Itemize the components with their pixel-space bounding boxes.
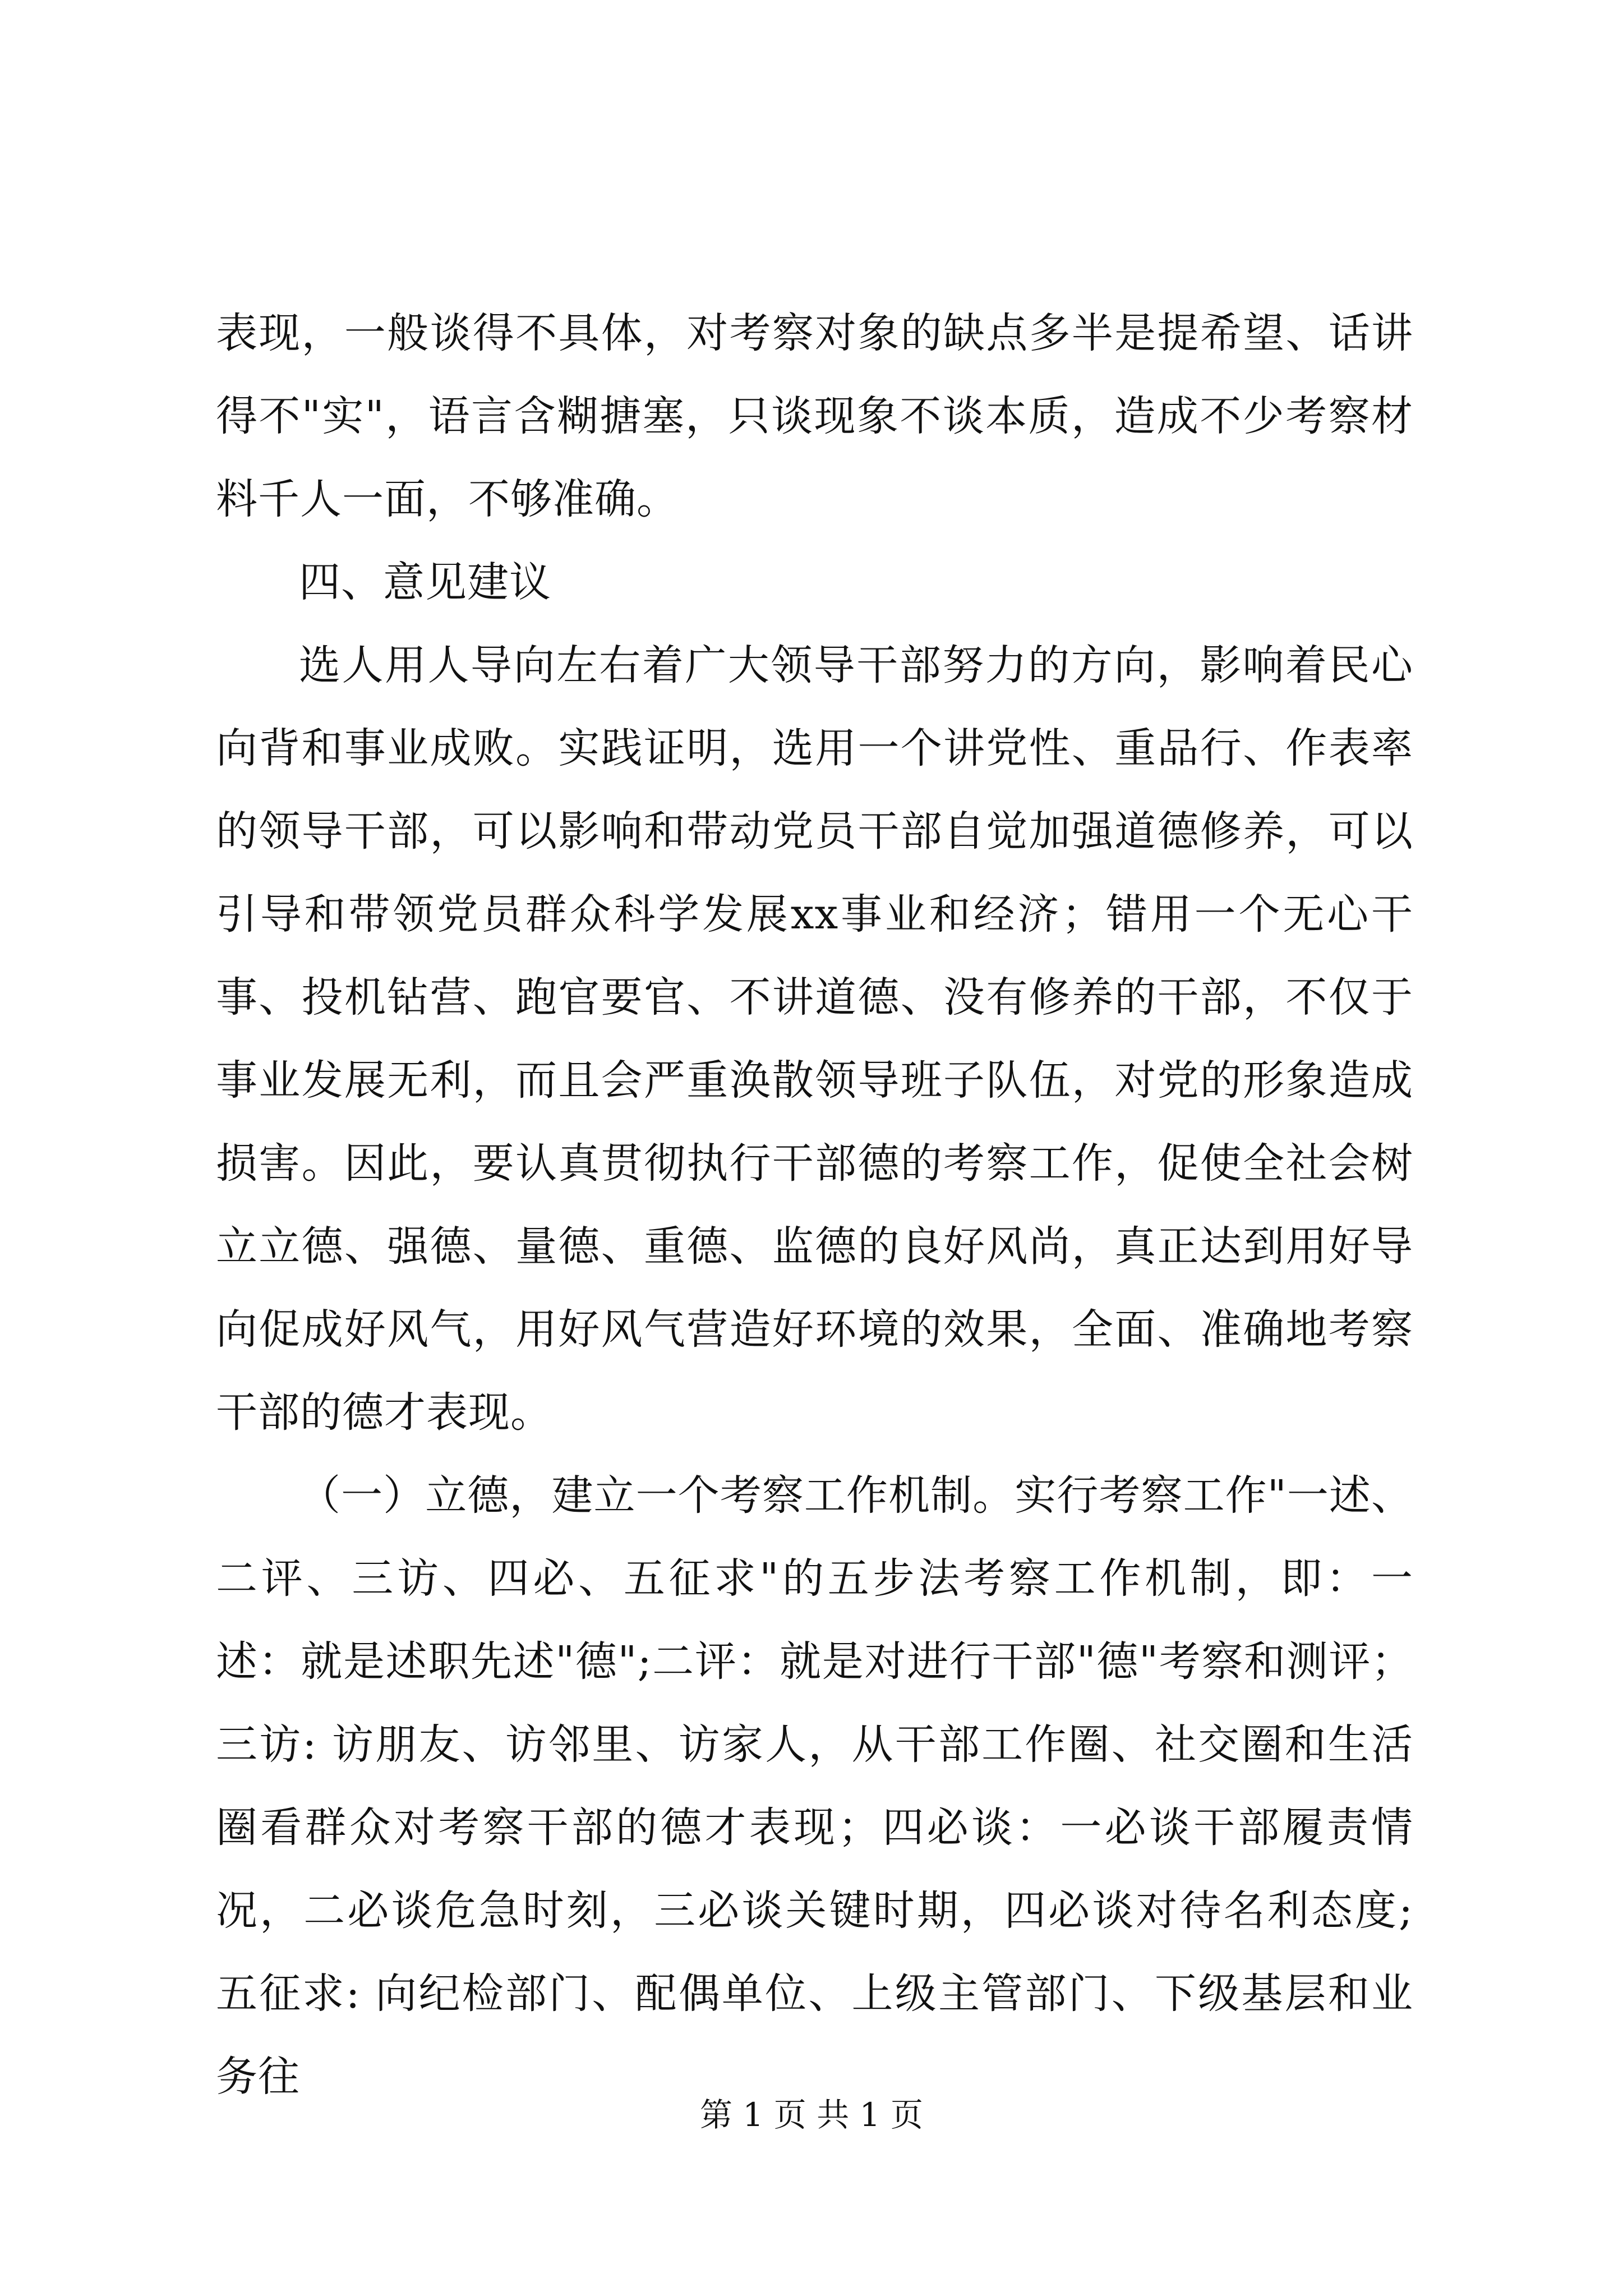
page-footer: 第 1 页 共 1 页 [700,2096,923,2134]
document-body [216,292,1413,2118]
paragraph-selection-guidance: 选人用人导向左右着广大领导干部努力的方向，影响着民心向背和事业成败。实践证明，选用一个讲党性、重品行、作表率的领导干部，可以影响和带动党员干部自觉加强道德修养，可以引导和带领党员群众科学发展xx事业和经济；错用一个无心干事、投机钻营、跑官要官、不讲道德、没有修养的干部，不仅于事业发展无利，而且会严重涣散领导班子队伍，对党的形象造成损害。因此，要认真贯彻执行干部德的考察工作，促使全社会树立立德、强德、量德、重德、监德的良好风尚，真正达到用好导向促成好风气，用好风气营造好环境的效果，全面、准确地考察干部的德才表现。 [216,641,1413,1437]
paragraph-evaluation-mechanism: （一）立德，建立一个考察工作机制。实行考察工作"一述、二评、三访、四必、五征求"的五步法考察工作机制，即：一述：就是述职先述"德";二评：就是对进行干部"德"考察和测评；三访: 访朋友、访邻里、访家人，从干部工作圈、社交圈和生活圈看群众对考察干部的德才表现；四必谈：一必谈干部履责情况，二必谈危急时刻，三必谈关键时期，四必谈对待名利态度; 五征求: 向纪检部门、配偶单位、上级主管部门、下级基层和业务往 [216,1471,1413,2101]
section-heading-suggestions: 四、意见建议 [299,558,551,606]
paragraph-continued-evaluation: 表现，一般谈得不具体，对考察对象的缺点多半是提希望、话讲得不"实"，语言含糊搪塞，只谈现象不谈本质，造成不少考察材料千人一面，不够准确。 [216,309,1413,523]
